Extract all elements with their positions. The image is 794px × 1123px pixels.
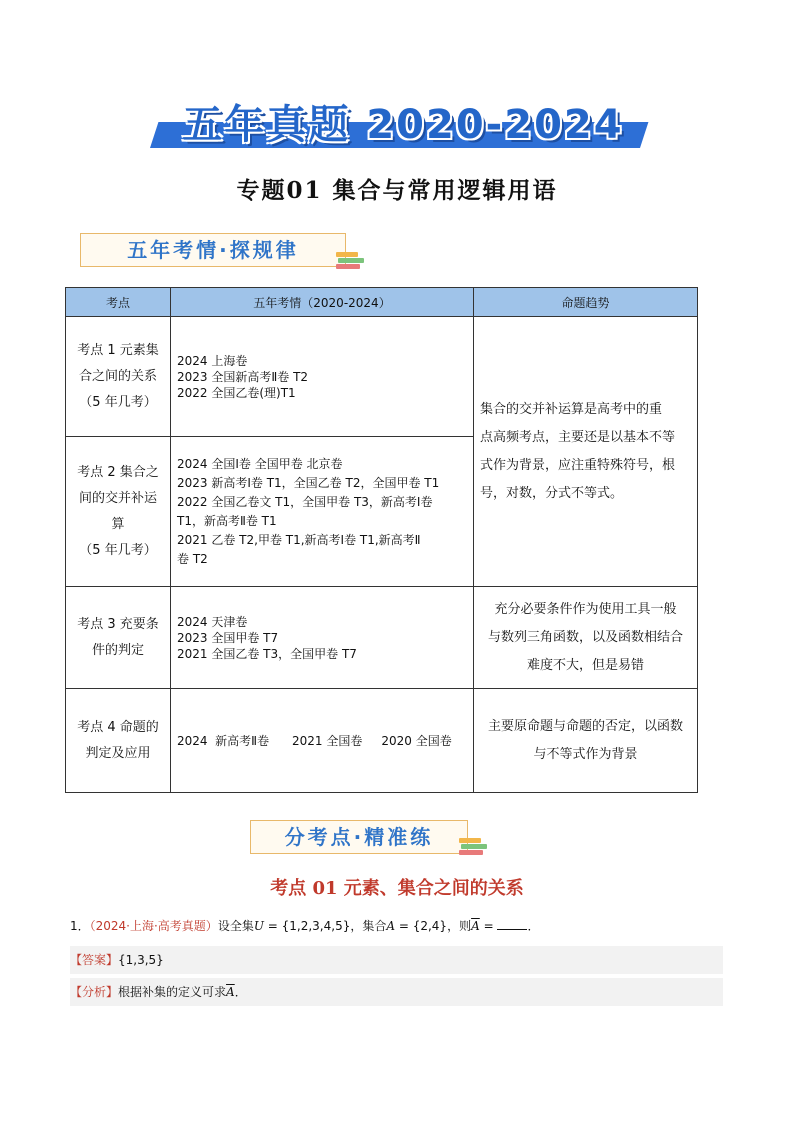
years-cell: 2024 上海卷 2023 全国新高考Ⅱ卷 T2 2022 全国乙卷(理)T1 [171, 317, 474, 437]
kd-cell: 考点 4 命题的 判定及应用 [66, 689, 171, 793]
analysis-row: 【分析】根据补集的定义可求$\overline{A}$． [70, 978, 723, 1006]
exam-table [65, 287, 698, 793]
years-cell: 2024 天津卷 2023 全国甲卷 T7 2021 全国乙卷 T3，全国甲卷 T7 [171, 587, 474, 689]
books-icon [459, 838, 485, 858]
answer-row [70, 946, 723, 974]
trend-cell: 充分必要条件作为使用工具一般 与数列三角函数，以及函数相结合 难度不大，但是易错 [474, 587, 698, 689]
answer-value: {1,3,5} [118, 953, 164, 967]
header-kd: 考点 [66, 288, 171, 317]
header-years: 五年考情（2020-2024） [171, 288, 474, 317]
table-row [66, 689, 698, 793]
title-banner [150, 96, 640, 158]
tag-practice: 分考点·精准练 [250, 820, 468, 854]
header-trend: 命题趋势 [474, 288, 698, 317]
years-cell: 2024 全国Ⅰ卷 全国甲卷 北京卷 2023 新高考Ⅰ卷 T1，全国乙卷 T2，全国甲卷 T1 2022 全国乙卷文 T1，全国甲卷 T3，新高考Ⅰ卷 T1，新高考Ⅱ卷 T1 2021 乙卷 T2,甲卷 T1,新高考Ⅰ卷 T1,新高考Ⅱ 卷 T2 [171, 437, 474, 587]
table-row [66, 317, 698, 437]
kd-cell: 考点 2 集合之 间的交并补运 算 （5 年几考） [66, 437, 171, 587]
page-subtitle: 专题01 集合与常用逻辑用语 [236, 177, 558, 204]
question-source: （2024·上海·高考真题） [89, 919, 218, 933]
trend-cell-merged: 集合的交并补运算是高考中的重 点高频考点，主要还是以基本不等 式作为背景，应注重特殊符号，根 号，对数，分式不等式。 [474, 317, 698, 587]
kd-cell: 考点 1 元素集 合之间的关系 （5 年几考） [66, 317, 171, 437]
answer-label: 【答案】 [70, 953, 119, 967]
tag-five-year: 五年考情·探规律 [80, 233, 346, 267]
answer-blank [497, 929, 527, 930]
kd-cell: 考点 3 充要条 件的判定 [66, 587, 171, 689]
books-icon [336, 252, 362, 272]
years-cell: 2024 新高考Ⅱ卷 2021 全国卷 2020 全国卷 [171, 689, 474, 793]
analysis-label: 【分析】 [70, 985, 119, 999]
section-title: 考点 01 元素、集合之间的关系 [270, 878, 524, 899]
trend-cell: 主要原命题与命题的否定，以函数 与不等式作为背景 [474, 689, 698, 793]
banner-title: 五年真题 2020-2024 [182, 102, 624, 148]
table-header-row [66, 288, 698, 317]
table-row [66, 587, 698, 689]
question-1: 1．（2024·上海·高考真题）设全集U = {1,2,3,4,5}，集合A = {2,4}，则$\overline{A}$ = ． [70, 919, 540, 933]
